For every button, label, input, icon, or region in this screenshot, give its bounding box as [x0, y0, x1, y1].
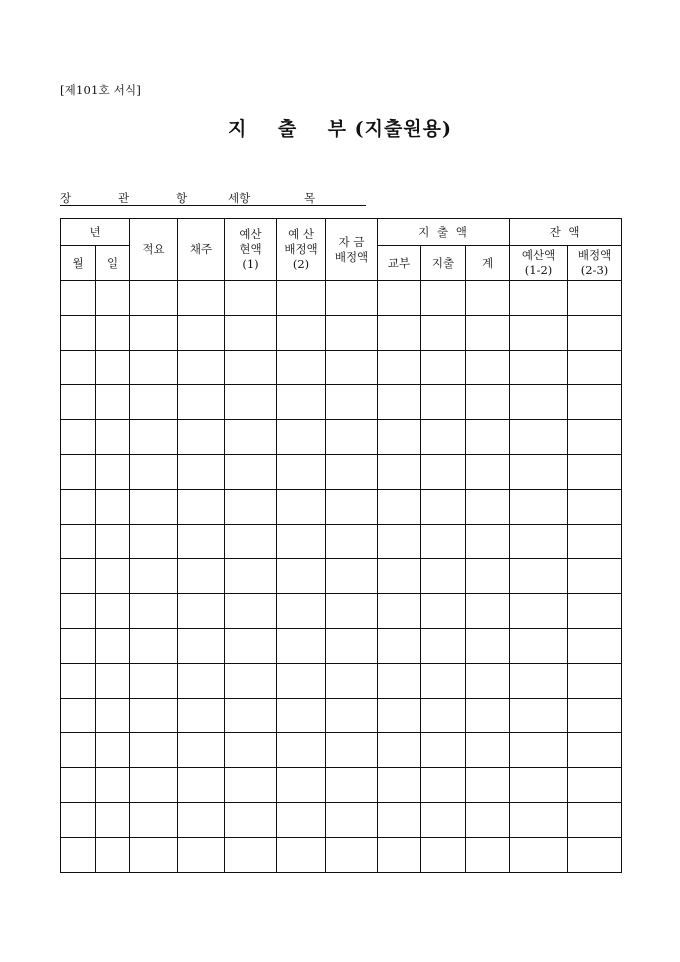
page-title: 지 출 부 (지출원용)	[228, 118, 452, 140]
ledger-cell[interactable]	[225, 524, 277, 559]
ledger-cell[interactable]	[178, 524, 225, 559]
ledger-body	[61, 281, 622, 873]
table-row	[61, 281, 622, 316]
ledger-cell[interactable]	[510, 559, 568, 594]
ledger-cell[interactable]	[421, 663, 466, 698]
table-row	[61, 315, 622, 350]
ledger-cell[interactable]	[421, 454, 466, 489]
ledger-cell[interactable]	[225, 489, 277, 524]
ledger-cell[interactable]	[178, 315, 225, 350]
ledger-cell[interactable]	[378, 663, 421, 698]
ledger-cell[interactable]	[61, 350, 96, 385]
ledger-cell[interactable]	[421, 350, 466, 385]
category-mok: 목	[304, 191, 316, 205]
ledger-cell[interactable]	[130, 663, 178, 698]
ledger-cell[interactable]	[96, 350, 130, 385]
ledger-cell[interactable]	[225, 559, 277, 594]
ledger-cell[interactable]	[130, 315, 178, 350]
ledger-cell[interactable]	[421, 768, 466, 803]
ledger-cell[interactable]	[96, 489, 130, 524]
ledger-cell[interactable]	[61, 594, 96, 629]
ledger-cell[interactable]	[178, 559, 225, 594]
ledger-cell[interactable]	[326, 350, 378, 385]
ledger-cell[interactable]	[378, 281, 421, 316]
table-row	[61, 385, 622, 420]
ledger-cell[interactable]	[510, 315, 568, 350]
ledger-cell[interactable]	[568, 489, 622, 524]
ledger-cell[interactable]	[178, 281, 225, 316]
ledger-cell[interactable]	[510, 698, 568, 733]
ledger-cell[interactable]	[96, 524, 130, 559]
ledger-cell[interactable]	[96, 698, 130, 733]
ledger-cell[interactable]	[277, 698, 326, 733]
ledger-cell[interactable]	[130, 385, 178, 420]
ledger-cell[interactable]	[225, 698, 277, 733]
ledger-cell[interactable]	[568, 698, 622, 733]
ledger-cell[interactable]	[61, 489, 96, 524]
ledger-cell[interactable]	[421, 385, 466, 420]
header-row-1	[61, 219, 622, 246]
ledger-cell[interactable]	[378, 315, 421, 350]
ledger-cell[interactable]	[61, 420, 96, 455]
ledger-cell[interactable]	[277, 594, 326, 629]
ledger-cell[interactable]	[421, 559, 466, 594]
ledger-cell[interactable]	[96, 802, 130, 837]
ledger-cell[interactable]	[178, 802, 225, 837]
ledger-cell[interactable]	[421, 837, 466, 872]
ledger-cell[interactable]	[61, 628, 96, 663]
header-total: 계	[466, 246, 510, 281]
header-year: 년	[61, 219, 130, 246]
category-gwan: 관	[118, 191, 130, 205]
ledger-cell[interactable]	[96, 837, 130, 872]
ledger-cell[interactable]	[326, 315, 378, 350]
ledger-cell[interactable]	[96, 594, 130, 629]
header-budget-allocation-line2: 배정액	[284, 242, 318, 256]
table-row	[61, 733, 622, 768]
ledger-cell[interactable]	[326, 559, 378, 594]
ledger-cell[interactable]	[96, 663, 130, 698]
ledger-cell[interactable]	[510, 420, 568, 455]
ledger-cell[interactable]	[378, 733, 421, 768]
ledger-cell[interactable]	[96, 768, 130, 803]
header-fund-allocation-line1: 자 금	[338, 234, 365, 249]
header-budget-allocation-line3: (2)	[292, 257, 310, 271]
ledger-cell[interactable]	[421, 524, 466, 559]
ledger-cell[interactable]	[130, 698, 178, 733]
ledger-cell[interactable]	[277, 420, 326, 455]
ledger-cell[interactable]	[568, 802, 622, 837]
ledger-cell[interactable]	[326, 698, 378, 733]
ledger-cell[interactable]	[130, 628, 178, 663]
ledger-cell[interactable]	[130, 802, 178, 837]
ledger-cell[interactable]	[510, 454, 568, 489]
header-grant: 교부	[378, 246, 421, 281]
ledger-cell[interactable]	[326, 837, 378, 872]
ledger-cell[interactable]	[466, 733, 510, 768]
ledger-cell[interactable]	[61, 454, 96, 489]
ledger-cell[interactable]	[96, 454, 130, 489]
ledger-cell[interactable]	[326, 524, 378, 559]
ledger-cell[interactable]	[130, 489, 178, 524]
header-balance-allocation-line2: (2-3)	[580, 263, 609, 277]
ledger-cell[interactable]	[378, 524, 421, 559]
header-payment: 지출	[421, 246, 466, 281]
form-number: [제101호 서식]	[60, 83, 142, 97]
ledger-cell[interactable]	[61, 768, 96, 803]
ledger-cell[interactable]	[510, 768, 568, 803]
ledger-cell[interactable]	[568, 281, 622, 316]
ledger-cell[interactable]	[378, 698, 421, 733]
ledger-cell[interactable]	[96, 559, 130, 594]
ledger-cell[interactable]	[378, 628, 421, 663]
ledger-cell[interactable]	[96, 628, 130, 663]
ledger-cell[interactable]	[178, 628, 225, 663]
ledger-cell[interactable]	[277, 489, 326, 524]
table-row	[61, 350, 622, 385]
ledger-cell[interactable]	[277, 281, 326, 316]
ledger-cell[interactable]	[225, 733, 277, 768]
header-budget-allocation	[277, 219, 326, 281]
ledger-cell[interactable]	[378, 837, 421, 872]
ledger-cell[interactable]	[225, 454, 277, 489]
ledger-cell[interactable]	[61, 837, 96, 872]
table-row	[61, 698, 622, 733]
table-row	[61, 768, 622, 803]
ledger-cell[interactable]	[178, 594, 225, 629]
ledger-cell[interactable]	[277, 663, 326, 698]
ledger-cell[interactable]	[466, 315, 510, 350]
ledger-cell[interactable]	[510, 733, 568, 768]
header-month: 월	[61, 246, 96, 281]
header-budget-allocation-line1: 예 산	[288, 227, 314, 241]
ledger-cell[interactable]	[326, 454, 378, 489]
ledger-cell[interactable]	[510, 281, 568, 316]
ledger-cell[interactable]	[178, 385, 225, 420]
ledger-cell[interactable]	[130, 420, 178, 455]
ledger-cell[interactable]	[130, 768, 178, 803]
ledger-cell[interactable]	[178, 350, 225, 385]
ledger-cell[interactable]	[466, 489, 510, 524]
ledger-cell[interactable]	[421, 733, 466, 768]
ledger-cell[interactable]	[178, 454, 225, 489]
ledger-cell[interactable]	[225, 663, 277, 698]
ledger-cell[interactable]	[61, 663, 96, 698]
header-balance-allocation	[568, 246, 622, 281]
ledger-cell[interactable]	[130, 733, 178, 768]
table-row	[61, 802, 622, 837]
ledger-cell[interactable]	[378, 385, 421, 420]
ledger-cell[interactable]	[510, 524, 568, 559]
ledger-cell[interactable]	[378, 594, 421, 629]
ledger-cell[interactable]	[225, 315, 277, 350]
ledger-cell[interactable]	[277, 524, 326, 559]
table-row	[61, 628, 622, 663]
header-budget-current-line3: (1)	[242, 257, 259, 271]
header-creditor: 채주	[178, 219, 225, 281]
ledger-cell[interactable]	[225, 802, 277, 837]
ledger-cell[interactable]	[326, 281, 378, 316]
ledger-cell[interactable]	[277, 733, 326, 768]
ledger-cell[interactable]	[510, 489, 568, 524]
ledger-cell[interactable]	[178, 837, 225, 872]
ledger-cell[interactable]	[277, 628, 326, 663]
header-expenditure: 지 출 액	[378, 219, 510, 246]
ledger-cell[interactable]	[510, 594, 568, 629]
ledger-cell[interactable]	[568, 420, 622, 455]
header-fund-allocation	[326, 219, 378, 281]
table-row	[61, 594, 622, 629]
header-balance-allocation-line1: 배정액	[577, 248, 612, 262]
ledger-cell[interactable]	[178, 733, 225, 768]
ledger-cell[interactable]	[466, 385, 510, 420]
ledger-cell[interactable]	[96, 281, 130, 316]
ledger-cell[interactable]	[421, 315, 466, 350]
table-row	[61, 489, 622, 524]
ledger-cell[interactable]	[510, 628, 568, 663]
ledger-cell[interactable]	[130, 281, 178, 316]
ledger-cell[interactable]	[466, 420, 510, 455]
category-sehang: 세항	[228, 191, 251, 205]
header-balance-budget-line1: 예산액	[521, 248, 556, 262]
ledger-cell[interactable]	[130, 524, 178, 559]
header-day: 일	[96, 246, 130, 281]
ledger-cell[interactable]	[130, 454, 178, 489]
ledger-cell[interactable]	[510, 802, 568, 837]
ledger-cell[interactable]	[225, 350, 277, 385]
ledger-cell[interactable]	[96, 420, 130, 455]
ledger-cell[interactable]	[568, 315, 622, 350]
ledger-cell[interactable]	[378, 802, 421, 837]
header-balance: 잔 액	[510, 219, 622, 246]
ledger-cell[interactable]	[61, 698, 96, 733]
ledger-cell[interactable]	[61, 559, 96, 594]
budget-category-line	[60, 190, 366, 206]
ledger-cell[interactable]	[421, 420, 466, 455]
ledger-cell[interactable]	[277, 768, 326, 803]
ledger-cell[interactable]	[421, 281, 466, 316]
ledger-cell[interactable]	[421, 802, 466, 837]
ledger-cell[interactable]	[568, 733, 622, 768]
ledger-cell[interactable]	[510, 385, 568, 420]
ledger-cell[interactable]	[225, 385, 277, 420]
ledger-cell[interactable]	[225, 837, 277, 872]
ledger-cell[interactable]	[61, 524, 96, 559]
ledger-cell[interactable]	[326, 420, 378, 455]
expenditure-ledger-table	[60, 218, 622, 873]
ledger-cell[interactable]	[326, 594, 378, 629]
ledger-cell[interactable]	[568, 524, 622, 559]
ledger-cell[interactable]	[130, 559, 178, 594]
ledger-cell[interactable]	[225, 594, 277, 629]
ledger-cell[interactable]	[61, 315, 96, 350]
ledger-cell[interactable]	[61, 802, 96, 837]
ledger-cell[interactable]	[225, 628, 277, 663]
table-row	[61, 837, 622, 872]
ledger-cell[interactable]	[421, 698, 466, 733]
ledger-cell[interactable]	[510, 350, 568, 385]
ledger-cell[interactable]	[466, 350, 510, 385]
ledger-cell[interactable]	[277, 315, 326, 350]
table-row	[61, 454, 622, 489]
ledger-cell[interactable]	[130, 837, 178, 872]
header-balance-budget-line2: (1-2)	[524, 263, 553, 277]
ledger-cell[interactable]	[378, 350, 421, 385]
ledger-cell[interactable]	[510, 663, 568, 698]
ledger-cell[interactable]	[277, 837, 326, 872]
ledger-cell[interactable]	[378, 489, 421, 524]
ledger-cell[interactable]	[378, 420, 421, 455]
ledger-cell[interactable]	[277, 454, 326, 489]
category-hang: 항	[176, 191, 188, 205]
table-row	[61, 420, 622, 455]
category-jang: 장	[60, 191, 72, 205]
ledger-cell[interactable]	[568, 385, 622, 420]
ledger-cell[interactable]	[61, 733, 96, 768]
header-budget-current-line1: 예산	[239, 227, 262, 241]
ledger-cell[interactable]	[466, 454, 510, 489]
ledger-cell[interactable]	[326, 663, 378, 698]
ledger-cell[interactable]	[61, 385, 96, 420]
table-row	[61, 559, 622, 594]
ledger-cell[interactable]	[466, 698, 510, 733]
ledger-cell[interactable]	[178, 420, 225, 455]
ledger-cell[interactable]	[326, 628, 378, 663]
ledger-cell[interactable]	[568, 559, 622, 594]
ledger-cell[interactable]	[568, 454, 622, 489]
table-row	[61, 663, 622, 698]
ledger-cell[interactable]	[225, 281, 277, 316]
ledger-cell[interactable]	[225, 420, 277, 455]
header-budget-current	[225, 219, 277, 281]
ledger-cell[interactable]	[178, 768, 225, 803]
ledger-cell[interactable]	[326, 385, 378, 420]
ledger-cell[interactable]	[568, 837, 622, 872]
ledger-cell[interactable]	[466, 594, 510, 629]
ledger-cell[interactable]	[326, 768, 378, 803]
header-balance-budget	[510, 246, 568, 281]
ledger-cell[interactable]	[378, 559, 421, 594]
header-budget-current-line2: 현액	[239, 242, 262, 256]
ledger-cell[interactable]	[326, 489, 378, 524]
ledger-cell[interactable]	[421, 489, 466, 524]
ledger-cell[interactable]	[421, 594, 466, 629]
ledger-cell[interactable]	[378, 454, 421, 489]
ledger-cell[interactable]	[378, 768, 421, 803]
table-row	[61, 524, 622, 559]
ledger-cell[interactable]	[510, 837, 568, 872]
ledger-cell[interactable]	[568, 663, 622, 698]
ledger-cell[interactable]	[466, 628, 510, 663]
ledger-cell[interactable]	[96, 385, 130, 420]
ledger-cell[interactable]	[178, 489, 225, 524]
ledger-cell[interactable]	[568, 594, 622, 629]
ledger-cell[interactable]	[568, 768, 622, 803]
ledger-cell[interactable]	[277, 559, 326, 594]
ledger-cell[interactable]	[466, 837, 510, 872]
ledger-cell[interactable]	[466, 281, 510, 316]
ledger-cell[interactable]	[466, 559, 510, 594]
ledger-cell[interactable]	[178, 698, 225, 733]
ledger-cell[interactable]	[421, 628, 466, 663]
ledger-cell[interactable]	[568, 350, 622, 385]
ledger-cell[interactable]	[130, 594, 178, 629]
ledger-cell[interactable]	[277, 385, 326, 420]
ledger-cell[interactable]	[466, 524, 510, 559]
ledger-cell[interactable]	[61, 281, 96, 316]
ledger-cell[interactable]	[326, 802, 378, 837]
header-summary: 적요	[130, 219, 178, 281]
ledger-cell[interactable]	[96, 733, 130, 768]
ledger-cell[interactable]	[96, 315, 130, 350]
ledger-cell[interactable]	[568, 628, 622, 663]
ledger-cell[interactable]	[466, 768, 510, 803]
ledger-cell[interactable]	[326, 733, 378, 768]
ledger-cell[interactable]	[466, 663, 510, 698]
ledger-cell[interactable]	[225, 768, 277, 803]
ledger-cell[interactable]	[277, 350, 326, 385]
ledger-cell[interactable]	[178, 663, 225, 698]
ledger-cell[interactable]	[130, 350, 178, 385]
ledger-cell[interactable]	[466, 802, 510, 837]
header-fund-allocation-line2: 배정액	[334, 249, 369, 264]
ledger-cell[interactable]	[277, 802, 326, 837]
